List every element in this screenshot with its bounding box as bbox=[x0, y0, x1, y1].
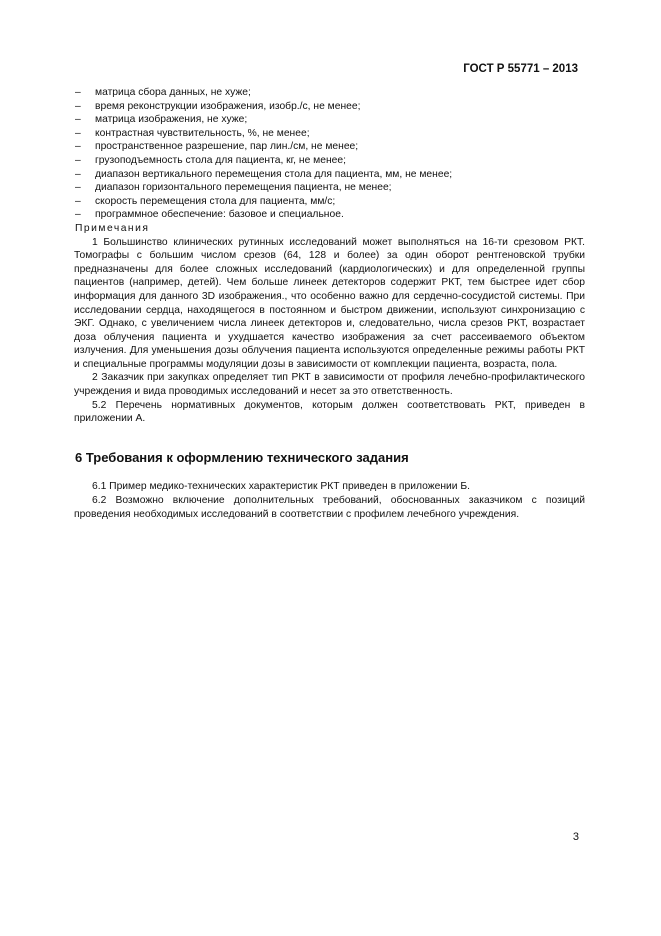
list-item-text: диапазон вертикального перемещения стола для пациента, мм, не менее; bbox=[95, 168, 453, 180]
list-dash: – bbox=[75, 87, 81, 98]
list-item bbox=[74, 195, 585, 209]
section-6-title: 6 Требования к оформлению технического задания bbox=[75, 449, 409, 465]
list-dash: – bbox=[75, 182, 81, 194]
list-dash: – bbox=[75, 114, 81, 126]
list-item bbox=[74, 168, 585, 182]
requirements-list bbox=[74, 86, 585, 222]
list-item-text: матрица сбора данных, не хуже; bbox=[95, 87, 251, 98]
list-item-text: пространственное разрешение, пар лин./см, не менее; bbox=[95, 141, 359, 153]
paragraph-6-2: 6.2 Возможно включение дополнительных требований, обоснованных заказчиком с позиций проведения необходимых исследований в соответствии с профилем лечебного учреждения. bbox=[74, 495, 585, 520]
list-item bbox=[74, 208, 585, 222]
notes-title: Примечания bbox=[75, 222, 150, 234]
list-item bbox=[74, 86, 585, 100]
document-code: ГОСТ Р 55771 – 2013 bbox=[463, 63, 578, 75]
paragraph-5-2: 5.2 Перечень нормативных документов, которым должен соответствовать РКТ, приведен в приложении А. bbox=[74, 399, 585, 425]
list-dash: – bbox=[75, 154, 81, 166]
list-item-text: программное обеспечение: базовое и специальное. bbox=[95, 209, 344, 221]
list-dash: – bbox=[75, 195, 81, 207]
list-dash: – bbox=[75, 100, 81, 112]
list-dash: – bbox=[75, 141, 81, 153]
paragraph-6-1: 6.1 Пример медико-технических характеристик РКТ приведен в приложении Б. bbox=[92, 481, 470, 493]
list-item-text: грузоподъемность стола для пациента, кг, не менее; bbox=[95, 154, 346, 166]
list-item-text: скорость перемещения стола для пациента, мм/с; bbox=[95, 195, 336, 207]
list-item-text: контрастная чувствительность, %, не менее; bbox=[95, 127, 310, 139]
list-item bbox=[74, 100, 585, 114]
list-item-text: матрица изображения, не хуже; bbox=[95, 114, 248, 126]
list-item bbox=[74, 140, 585, 154]
note-1: 1 Большинство клинических рутинных исследований может выполняться на 16-ти срезовом РКТ. Томографы с большим числом срезов (64, 128 и более) за один оборот рентгеновской трубки предназначены для более сложных исследований (кардиологических) и для определенной группы пациентов (например, детей). Чем больше линеек детекторов содержит РКТ, тем быстрее идет сбор информация для данного 3D изображения., что особенно важно для сердечно-сосудистой системы. При исследовании сердца, находящегося в постоянном и быстром движении, используют синхронизацию с ЭКГ. Однако, с увеличением числа линеек детекторов и, следовательно, числа срезов РКТ, возрастает доза облучения пациента и ухудшается качество изображения за счет рассеиваемого объектом излучения. Для уменьшения дозы облучения пациента используются определенные режимы работы РКТ и специальные программы модуляции дозы в зависимости от комплекции пациента, возраста, пола. bbox=[74, 236, 585, 370]
list-dash: – bbox=[75, 209, 81, 221]
list-item-text: диапазон горизонтального перемещения пациента, не менее; bbox=[95, 182, 392, 194]
list-dash: – bbox=[75, 127, 81, 139]
list-item-text: время реконструкции изображения, изобр./с, не менее; bbox=[95, 100, 361, 112]
list-item bbox=[74, 127, 585, 141]
note-2: 2 Заказчик при закупках определяет тип РКТ в зависимости от профиля лечебно-профилактического учреждения и вида проводимых исследований и несет за это ответственность. bbox=[74, 372, 585, 398]
list-item bbox=[74, 181, 585, 195]
page-content bbox=[74, 86, 585, 521]
list-dash: – bbox=[75, 168, 81, 180]
list-item bbox=[74, 154, 585, 168]
list-item bbox=[74, 113, 585, 127]
page-number: 3 bbox=[572, 831, 579, 843]
